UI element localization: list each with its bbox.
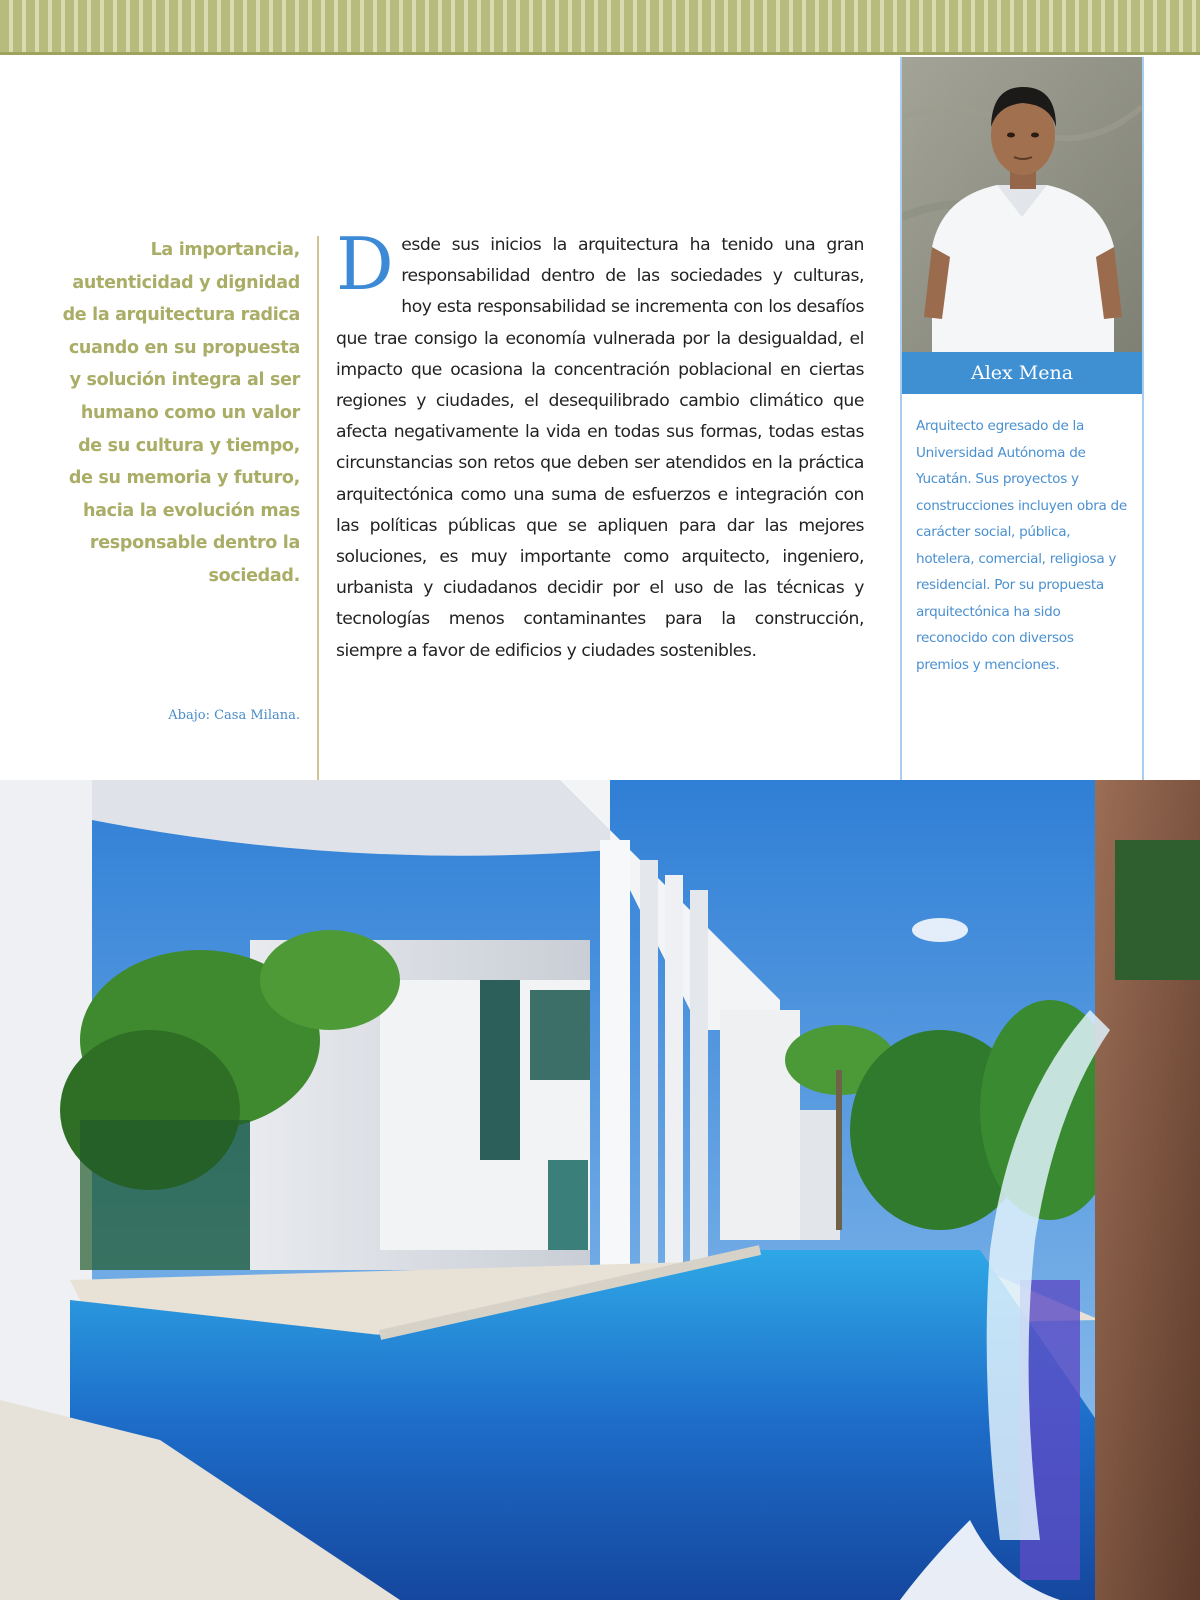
header-stripe-band [0,0,1200,55]
drop-cap: D [336,222,394,306]
photo-caption: Abajo: Casa Milana. [168,708,300,723]
casa-milana-illustration [0,780,1200,1600]
author-portrait [902,57,1142,352]
pull-quote: La importancia, autenticidad y dignidad de la arquitectura radica cuando en su propuesta y solución integra al ser humano como un valor de su cultura y tiempo, de su memoria y futuro, hacia la evolución mas responsable dentro la sociedad. [62,240,300,586]
author-bio: Arquitecto egresado de la Universidad Autónoma de Yucatán. Sus proyectos y construcciones incluyen obra de carácter social, pública, hotelera, comercial, religiosa y residencial. Por su propuesta arquitectónica ha sido reconocido con diversos premios y menciones. [916,418,1127,673]
article-body [336,222,864,667]
author-portrait-illustration [902,57,1142,352]
column-divider [317,236,319,780]
author-name: Alex Mena [902,352,1142,394]
casa-milana-photo [0,780,1200,1600]
article-body-text: esde sus inicios la arquitectura ha tenido una gran responsabilidad dentro de las sociedades y culturas, hoy esta responsabilidad se incrementa con los desafíos que trae consigo la economía vulnerada por la desigualdad, el impacto que ocasiona la concentración poblacional en ciertas regiones y ciudades, el desequilibrado cambio climático que afecta negativamente la vida en todas sus formas, todas estas circunstancias son retos que deben ser atendidos en la práctica arquitectónica como una suma de esfuerzos e integración con las políticas públicas que se apliquen para dar las mejores soluciones, es muy importante como arquitecto, ingeniero, urbanista y ciudadanos decidir por el uso de las técnicas y tecnologías menos contaminantes para la construcción, siempre a favor de edificios y ciudades sostenibles. [336,235,864,661]
author-sidebar [900,57,1144,780]
